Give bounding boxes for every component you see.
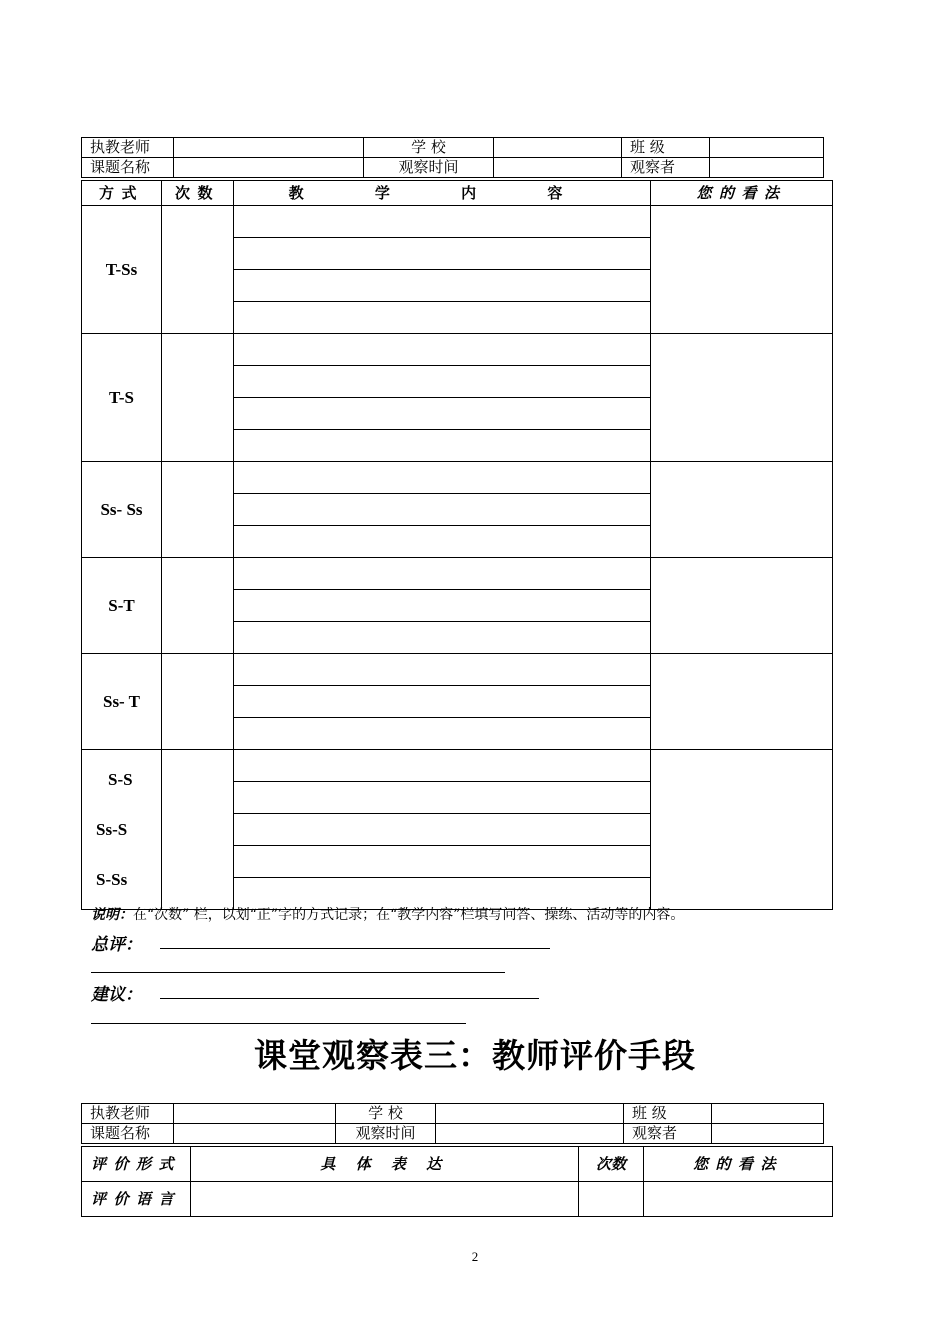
table-row (82, 334, 833, 366)
header-eval-count: 次数 (579, 1147, 644, 1182)
content-line[interactable] (234, 398, 651, 430)
mode-cell (82, 654, 162, 750)
content-line[interactable] (234, 238, 651, 270)
teacher-field[interactable] (174, 138, 364, 158)
topic-field[interactable] (174, 158, 364, 178)
header-content: 教 学 内 容 (234, 181, 651, 206)
mode-label: Ss- Ss (100, 500, 143, 519)
count-cell[interactable] (162, 334, 234, 462)
content-line[interactable] (234, 270, 651, 302)
mode-cell (82, 206, 162, 334)
suggestion-label: 建议： (91, 985, 142, 1005)
table-row (82, 558, 833, 590)
content-line[interactable] (234, 654, 651, 686)
class-label: 班 级 (622, 138, 710, 158)
content-line[interactable] (234, 622, 651, 654)
content-line[interactable] (234, 718, 651, 750)
class-field[interactable] (712, 1104, 824, 1124)
header-expression: 具 体 表 达 (191, 1147, 579, 1182)
count-cell[interactable] (162, 654, 234, 750)
time-field[interactable] (494, 158, 622, 178)
time-field[interactable] (436, 1124, 624, 1144)
content-line[interactable] (234, 302, 651, 334)
content-line[interactable] (234, 558, 651, 590)
summary-line-1[interactable] (160, 948, 550, 949)
evaluation-method-table (81, 1146, 833, 1217)
time-label: 观察时间 (336, 1124, 436, 1144)
observer-field[interactable] (712, 1124, 824, 1144)
summary-line-2[interactable] (91, 972, 505, 973)
class-label: 班 级 (624, 1104, 712, 1124)
opinion-cell[interactable] (651, 206, 833, 334)
count-cell[interactable] (162, 558, 234, 654)
table-row (82, 462, 833, 494)
time-label: 观察时间 (364, 158, 494, 178)
topic-label: 课题名称 (82, 1124, 174, 1144)
topic-label: 课题名称 (82, 158, 174, 178)
content-line[interactable] (234, 846, 651, 878)
content-line[interactable] (234, 334, 651, 366)
opinion-cell[interactable] (651, 750, 833, 910)
observation-info-table (81, 137, 824, 178)
observer-label: 观察者 (624, 1124, 712, 1144)
count-cell[interactable] (162, 462, 234, 558)
school-field[interactable] (494, 138, 622, 158)
mode-cell (82, 334, 162, 462)
mode-label: S-Ss (96, 869, 128, 889)
observer-field[interactable] (710, 158, 824, 178)
count-cell[interactable] (162, 206, 234, 334)
mode-label: S-T (108, 596, 135, 615)
summary-label: 总评： (91, 935, 142, 955)
content-line[interactable] (234, 494, 651, 526)
header-mode: 方式 (82, 181, 162, 206)
mode-label: Ss- T (102, 692, 140, 711)
opinion-cell[interactable] (651, 654, 833, 750)
teacher-label: 执教老师 (82, 138, 174, 158)
mode-cell (82, 462, 162, 558)
instruction-note (91, 904, 684, 924)
mode-cell (82, 558, 162, 654)
school-label: 学 校 (336, 1104, 436, 1124)
content-line[interactable] (234, 590, 651, 622)
content-line[interactable] (234, 782, 651, 814)
opinion-cell[interactable] (651, 334, 833, 462)
mode-label: T-Ss (105, 260, 138, 279)
content-line[interactable] (234, 206, 651, 238)
content-line[interactable] (234, 526, 651, 558)
interaction-observation-table (81, 180, 833, 910)
school-field[interactable] (436, 1104, 624, 1124)
page-number: 2 (471, 1249, 479, 1264)
eval-row-label: 评价语言 (82, 1182, 191, 1217)
content-line[interactable] (234, 750, 651, 782)
teacher-label: 执教老师 (82, 1104, 174, 1124)
note-text: 在“次数” 栏，以划“正”字的方式记录；在“教学内容”栏填写问答、操练、活动等的内容。 (133, 907, 685, 923)
suggestion-line-2[interactable] (91, 1023, 466, 1024)
header-count: 次数 (162, 181, 234, 206)
note-label: 说明： (91, 907, 133, 923)
header-eval-form: 评价形式 (82, 1147, 191, 1182)
content-line[interactable] (234, 430, 651, 462)
mode-cell (82, 750, 162, 910)
class-field[interactable] (710, 138, 824, 158)
header-eval-opinion: 您的看法 (644, 1147, 833, 1182)
table-row (82, 654, 833, 686)
observer-label: 观察者 (622, 158, 710, 178)
eval-count-cell[interactable] (579, 1182, 644, 1217)
content-line[interactable] (234, 366, 651, 398)
suggestion-line-1[interactable] (160, 998, 539, 999)
header-opinion: 您的看法 (651, 181, 833, 206)
mode-label: T-S (109, 388, 134, 407)
mode-label: Ss-S (96, 819, 128, 839)
eval-expression-cell[interactable] (191, 1182, 579, 1217)
topic-field[interactable] (174, 1124, 336, 1144)
teacher-field[interactable] (174, 1104, 336, 1124)
eval-opinion-cell[interactable] (644, 1182, 833, 1217)
content-line[interactable] (234, 814, 651, 846)
evaluation-info-table (81, 1103, 824, 1144)
table-row (82, 750, 833, 782)
school-label: 学 校 (364, 138, 494, 158)
section-title: 课堂观察表三：教师评价手段 (254, 1036, 696, 1075)
count-cell[interactable] (162, 750, 234, 910)
table-row (82, 206, 833, 238)
mode-label: S-S (108, 769, 133, 789)
opinion-cell[interactable] (651, 558, 833, 654)
content-line[interactable] (234, 686, 651, 718)
opinion-cell[interactable] (651, 462, 833, 558)
content-line[interactable] (234, 462, 651, 494)
